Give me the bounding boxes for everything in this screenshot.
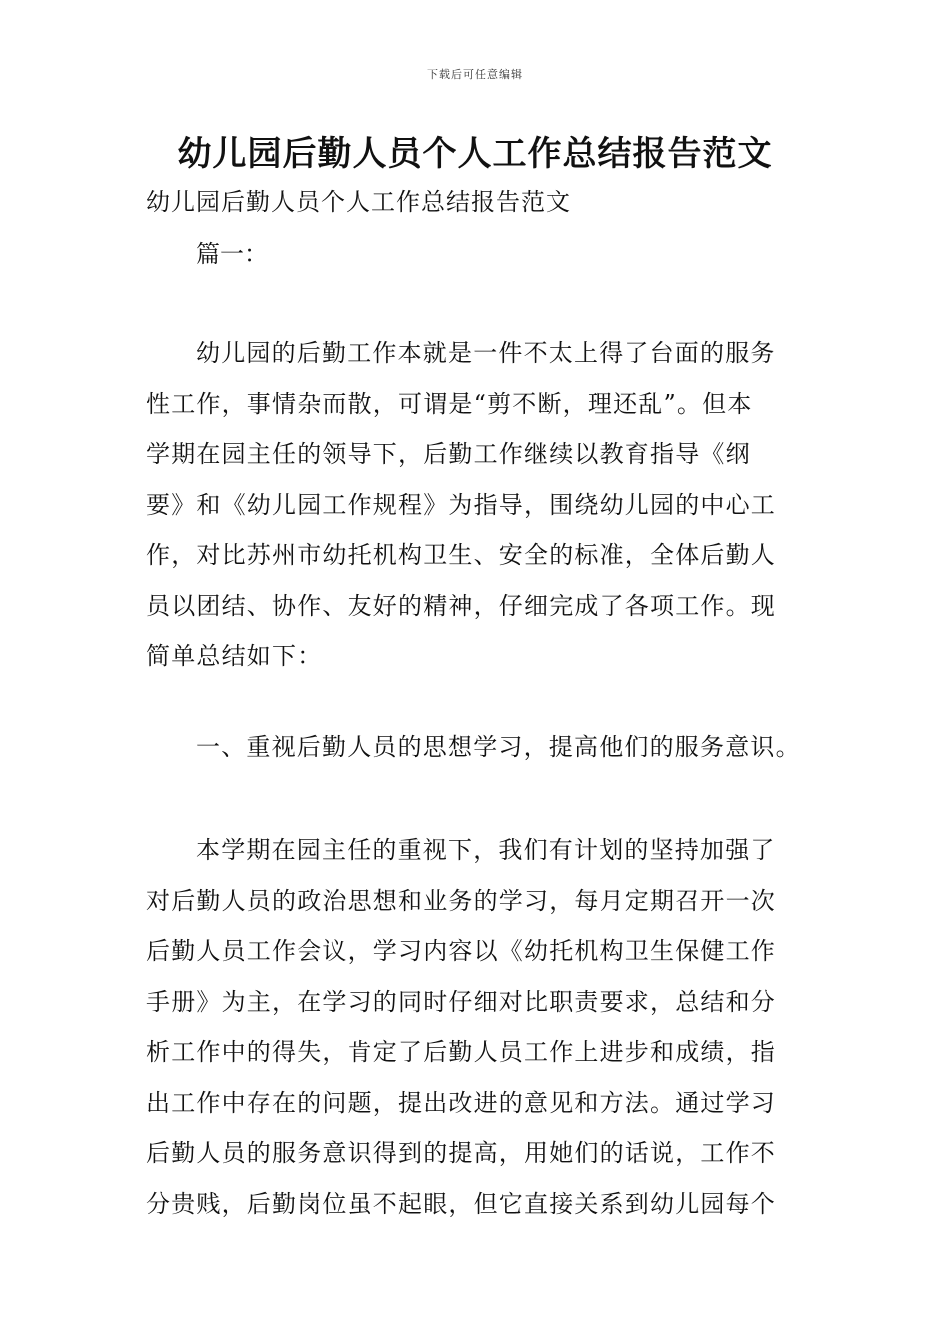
header-note: 下载后可任意编辑 — [427, 68, 523, 81]
paragraph-line: 要》和《幼儿园工作规程》为指导，围绕幼儿园的中心工 — [146, 490, 776, 519]
section-heading-text: 一、重视后勤人员的思想学习，提高他们的服务意识。 — [196, 733, 801, 761]
paragraph-study — [146, 825, 806, 1229]
section-heading — [146, 722, 806, 773]
section-label: 篇一： — [196, 240, 268, 268]
paragraph-line: 学期在园主任的领导下，后勤工作继续以教育指导《纲 — [146, 440, 751, 468]
paragraph-line: 后勤人员的服务意识得到的提高，用她们的话说，工作不 — [146, 1139, 776, 1167]
paragraph-line: 本学期在园主任的重视下，我们有计划的坚持加强了 — [196, 836, 776, 864]
paragraph-line: 析工作中的得失，肯定了后勤人员工作上进步和成绩，指 — [146, 1038, 776, 1066]
paragraph-line: 对后勤人员的政治思想和业务的学习，每月定期召开一次 — [146, 886, 776, 915]
document-title: 幼儿园后勤人员个人工作总结报告范文 — [177, 134, 773, 174]
paragraph-line: 作，对比苏州市幼托机构卫生、安全的标准，全体后勤人 — [146, 541, 776, 569]
paragraph-line: 幼儿园的后勤工作本就是一件不太上得了台面的服务 — [196, 339, 776, 367]
paragraph-line: 出工作中存在的问题，提出改进的意见和方法。通过学习 — [146, 1088, 776, 1117]
paragraph-line: 员以团结、协作、友好的精神，仔细完成了各项工作。现 — [146, 591, 776, 620]
paragraph-line: 后勤人员工作会议，学习内容以《幼托机构卫生保健工作 — [146, 937, 776, 965]
paragraph-line: 分贵贱，后勤岗位虽不起眼，但它直接关系到幼儿园每个 — [146, 1189, 776, 1218]
document-subtitle: 幼儿园后勤人员个人工作总结报告范文 — [146, 188, 571, 216]
paragraph-intro — [146, 328, 806, 682]
paragraph-line: 简单总结如下： — [146, 642, 323, 670]
paragraph-line: 性工作，事情杂而散，可谓是“剪不断，理还乱”。但本 — [146, 389, 753, 418]
paragraph-line: 手册》为主，在学习的同时仔细对比职责要求，总结和分 — [146, 987, 776, 1016]
